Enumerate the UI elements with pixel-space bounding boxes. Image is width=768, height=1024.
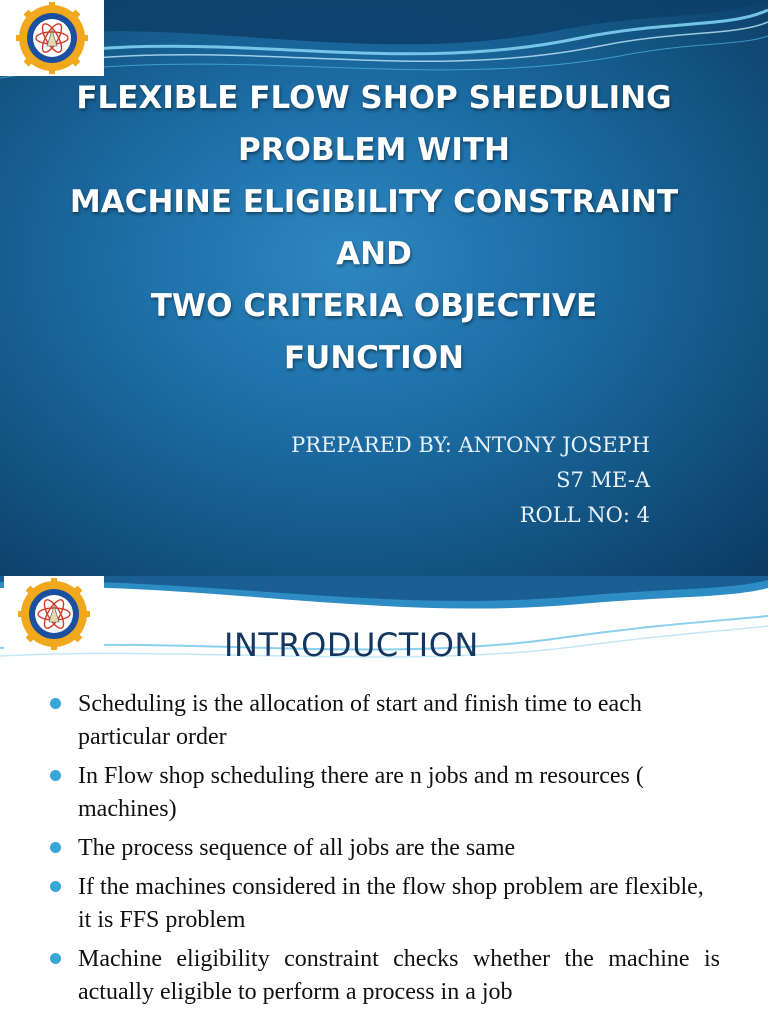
slide-title: INTRODUCTION <box>224 626 479 664</box>
bullet-dot-icon <box>50 953 61 964</box>
list-item <box>56 760 720 826</box>
college-emblem-icon <box>16 2 88 74</box>
list-item-text: Machine eligibility constraint checks whether the machine is actually eligible to perform a process in a job <box>78 946 720 1005</box>
roll-number: ROLL NO: 4 <box>519 503 650 527</box>
college-logo <box>4 576 104 652</box>
title-line: AND <box>336 236 412 272</box>
presentation-title <box>40 72 708 384</box>
bullet-dot-icon <box>50 842 61 853</box>
list-item <box>56 871 720 937</box>
college-logo <box>0 0 104 76</box>
list-item-text: In Flow shop scheduling there are n jobs and m resources ( machines) <box>78 763 644 822</box>
title-line: MACHINE ELIGIBILITY CONSTRAINT <box>69 184 679 220</box>
title-line: TWO CRITERIA OBJECTIVE <box>150 288 598 324</box>
list-item <box>56 688 720 754</box>
college-emblem-icon <box>18 578 90 650</box>
title-line: FUNCTION <box>283 340 465 376</box>
list-item-text: Scheduling is the allocation of start and finish time to each particular order <box>78 691 642 750</box>
title-line: FLEXIBLE FLOW SHOP SHEDULING <box>76 80 672 116</box>
bullet-dot-icon <box>50 770 61 781</box>
list-item <box>56 832 720 865</box>
bullet-dot-icon <box>50 881 61 892</box>
list-item-text: If the machines considered in the flow shop problem are flexible, it is FFS problem <box>78 874 704 933</box>
title-line: PROBLEM WITH <box>238 132 510 168</box>
author-byline <box>291 428 650 533</box>
class-section: S7 ME-A <box>556 468 650 492</box>
list-item <box>56 943 720 1009</box>
list-item-text: The process sequence of all jobs are the same <box>78 835 516 861</box>
introduction-slide <box>0 576 768 1024</box>
bullet-dot-icon <box>50 698 61 709</box>
prepared-by: PREPARED BY: ANTONY JOSEPH <box>291 433 650 457</box>
bullet-list <box>56 688 720 1015</box>
